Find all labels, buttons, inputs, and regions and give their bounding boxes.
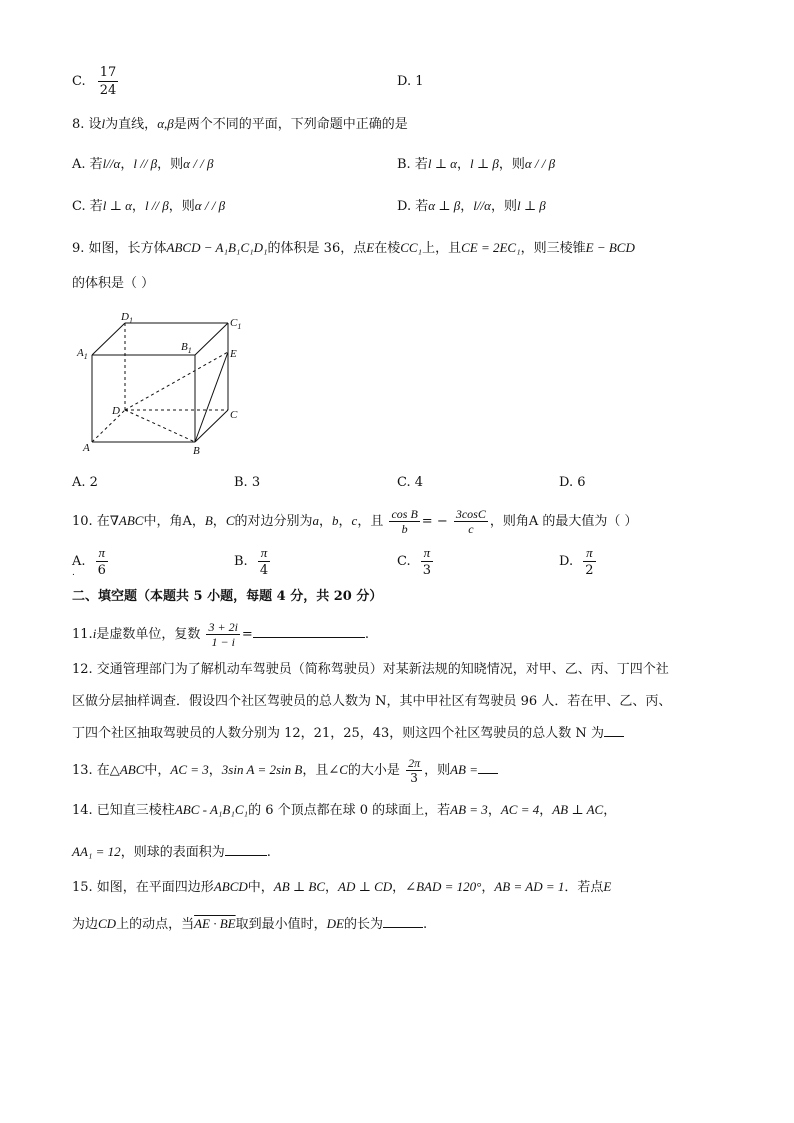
q13-stem: 13. 在△ABC中，AC = 3，3sin A = 2sin B，且∠C的大小是 $\frac{2\pi}{3}$ ，则AB =	[72, 753, 498, 788]
q10-option-a: A. $\frac{\pi}{6}$	[72, 545, 106, 578]
q7-c-denominator: 24	[99, 83, 117, 98]
q15-vector-product: AE · BE	[194, 916, 236, 931]
label-b1: $B_1$	[181, 341, 192, 355]
label-c1: $C_1$	[230, 317, 242, 331]
q8-option-d: D. 若α ⊥ β，l//α，则l ⊥ β	[397, 198, 546, 214]
label-c: C	[230, 409, 238, 421]
q11-answer-blank	[253, 625, 365, 638]
q9-option-d: D. 6	[559, 475, 586, 490]
q15-line1: 15. 如图，在平面四边形ABCD中，AB ⊥ BC，AD ⊥ CD，∠BAD = 120°，AB = AD = 1．若点E	[72, 879, 612, 895]
section-2-heading: 二、填空题（本题共 5 小题，每题 4 分，共 20 分）	[72, 589, 383, 604]
q8-stem: 8. 设l为直线，α,β是两个不同的平面，下列命题中正确的是	[72, 116, 408, 132]
cuboid-figure	[70, 305, 260, 460]
edge-be	[195, 352, 228, 442]
edge-b1c1	[195, 323, 228, 355]
q8-option-b: B. 若l ⊥ α，l ⊥ β，则α / / β	[397, 156, 556, 172]
q9-option-c: C. 4	[397, 475, 424, 490]
q7-option-c: C. $\frac{17}{24}$	[72, 65, 117, 98]
q12-answer-blank	[604, 724, 624, 737]
edge-a1d1	[92, 323, 125, 355]
q14-line1: 14. 已知直三棱柱ABC - A₁B₁C₁的 6 个顶点都在球 0 的球面上，若AB = 3，AC = 4，AB ⊥ AC，	[72, 802, 617, 818]
q12-line1: 12. 交通管理部门为了解机动车驾驶员（简称驾驶员）对某新法规的知晓情况，对甲、乙、丙、丁四个社	[72, 662, 669, 677]
q7-c-numerator: 17	[99, 65, 117, 80]
q11-stem: 11.i是虚数单位，复数 $\frac{3 + 2i}{1 - i}$ = .	[72, 620, 369, 649]
label-a: A	[83, 442, 90, 454]
q9-stem-line2: 的体积是（ ）	[72, 276, 155, 291]
label-d1: $D_1$	[121, 311, 133, 325]
q14-answer-blank	[225, 843, 267, 856]
q10-frac2-den: c	[468, 522, 474, 536]
q8-option-c: C. 若l ⊥ α，l // β，则α / / β	[72, 198, 226, 214]
q10-dot: .	[72, 568, 75, 578]
q12-line2: 区做分层抽样调查．假设四个社区驾驶员的总人数为 N，其中甲社区有驾驶员 96 人．若在甲、乙、丙、	[72, 694, 672, 709]
q10-stem: 10. 在∇ABC中，角A，B，C的对边分别为a，b，c，且 $\frac{\text{cos B}}{b}$ = − $\frac{3\cos C}{c}$ ，则角A 的最大值为（ ）	[72, 507, 638, 536]
q9-option-b: B. 3	[234, 475, 261, 490]
q12-line3: 丁四个社区抽取驾驶员的人数分别为 12，21，25，43，则这四个社区驾驶员的总人数 N 为	[72, 724, 624, 744]
label-e: E	[230, 348, 237, 360]
label-d: D	[112, 405, 120, 417]
q15-line2: 为边CD上的动点，当AE · BE取到最小值时，DE的长为 .	[72, 916, 428, 932]
q9-option-a: A. 2	[72, 475, 98, 490]
label-a1: $A_1$	[77, 347, 88, 361]
edge-bc	[195, 410, 228, 442]
edge-ad	[92, 410, 125, 442]
q13-answer-blank	[478, 761, 498, 774]
q10-frac2-num: 3cosC	[455, 507, 486, 521]
q11-num: 3 + 2i	[208, 620, 238, 634]
q10-option-c: C. $\frac{\pi}{3}$	[397, 545, 432, 578]
q9-stem-line1: 9. 如图，长方体ABCD − A₁B₁C₁D₁的体积是 36，点E在棱CC₁上，且CE = 2EC₁，则三棱锥E − BCD	[72, 240, 635, 256]
edge-de	[125, 352, 228, 410]
q10-option-b: B. $\frac{\pi}{4}$	[234, 545, 269, 578]
q7-option-d: D. 1	[397, 74, 424, 89]
q14-line2: AA₁ = 12，则球的表面积为 .	[72, 844, 271, 860]
q10-frac1-num: cos B	[391, 507, 418, 521]
label-b: B	[193, 445, 200, 457]
q15-answer-blank	[383, 915, 423, 928]
edge-db	[125, 410, 195, 442]
q10-option-d: D. $\frac{\pi}{2}$	[559, 545, 594, 578]
q8-option-a: A. 若l//α，l // β，则α / / β	[72, 156, 214, 172]
q11-den: 1 − i	[211, 635, 235, 649]
q10-frac1-den: b	[401, 522, 408, 536]
